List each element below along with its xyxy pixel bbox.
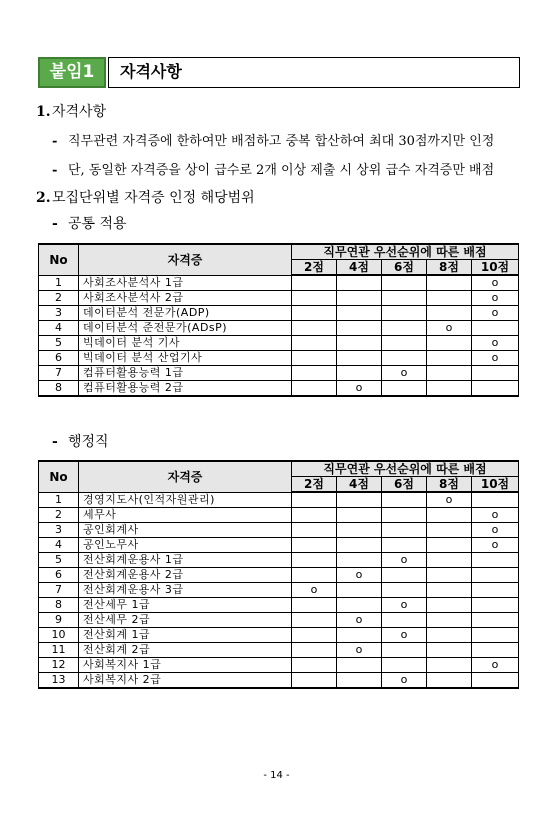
cert-name: 경영지도사(인적자원관리) [79, 492, 292, 508]
col-header-point: 10점 [472, 477, 519, 493]
subheading-text: 행정직 [68, 434, 109, 450]
list-marker: - [52, 216, 58, 232]
heading-2 [36, 187, 255, 207]
score-cell [427, 673, 472, 689]
score-cell: o [337, 381, 382, 397]
table-row [39, 613, 519, 628]
table-row [39, 598, 519, 613]
cert-name: 전산회계 1급 [79, 628, 292, 643]
score-cell [472, 643, 519, 658]
col-header-no: No [39, 244, 79, 275]
table-row [39, 381, 519, 397]
score-cell [337, 306, 382, 321]
score-cell [472, 492, 519, 508]
score-cell [292, 381, 337, 397]
col-header-cert: 자격증 [79, 244, 292, 275]
score-cell: o [472, 508, 519, 523]
score-cell: o [382, 366, 427, 381]
score-cell [427, 351, 472, 366]
score-cell [337, 366, 382, 381]
table-row [39, 538, 519, 553]
list-marker: - [52, 434, 58, 450]
score-cell [337, 553, 382, 568]
table-row [39, 291, 519, 306]
score-cell [472, 628, 519, 643]
score-cell [292, 508, 337, 523]
cert-name: 데이터분석 준전문가(ADsP) [79, 321, 292, 336]
score-cell [427, 275, 472, 291]
score-cell [427, 568, 472, 583]
score-cell [337, 658, 382, 673]
cert-name: 사회복지사 1급 [79, 658, 292, 673]
col-header-point: 4점 [337, 260, 382, 276]
col-header-point: 2점 [292, 260, 337, 276]
score-cell [427, 523, 472, 538]
score-cell: o [472, 306, 519, 321]
score-cell: o [427, 492, 472, 508]
col-header-group: 직무연관 우선순위에 따른 배점 [292, 461, 519, 477]
score-cell [427, 538, 472, 553]
score-cell [382, 381, 427, 397]
cert-name: 전산회계운용사 2급 [79, 568, 292, 583]
score-cell: o [472, 275, 519, 291]
row-number: 5 [39, 553, 79, 568]
score-cell [382, 568, 427, 583]
score-cell [337, 583, 382, 598]
cert-name: 사회조사분석사 2급 [79, 291, 292, 306]
rule-text: 직무관련 자격증에 한하여만 배점하고 중복 합산하여 최대 30점까지만 인정 [68, 134, 495, 149]
score-cell [292, 628, 337, 643]
score-cell: o [472, 351, 519, 366]
row-number: 2 [39, 291, 79, 306]
score-cell [292, 336, 337, 351]
score-cell [337, 291, 382, 306]
score-cell [472, 598, 519, 613]
row-number: 3 [39, 306, 79, 321]
table-row [39, 508, 519, 523]
score-cell: o [382, 673, 427, 689]
row-number: 7 [39, 366, 79, 381]
cert-name: 컴퓨터활용능력 2급 [79, 381, 292, 397]
row-number: 4 [39, 321, 79, 336]
table-row [39, 275, 519, 291]
cert-name: 전산세무 2급 [79, 613, 292, 628]
score-cell [337, 321, 382, 336]
table-row [39, 568, 519, 583]
score-cell [292, 553, 337, 568]
heading-text: 모집단위별 자격증 인정 해당범위 [52, 190, 255, 206]
score-cell [382, 508, 427, 523]
col-header-cert: 자격증 [79, 461, 292, 492]
cert-name: 사회복지사 2급 [79, 673, 292, 689]
score-cell [472, 366, 519, 381]
score-cell [382, 336, 427, 351]
cert-name: 데이터분석 전문가(ADP) [79, 306, 292, 321]
row-number: 8 [39, 598, 79, 613]
score-cell [427, 336, 472, 351]
row-number: 7 [39, 583, 79, 598]
score-cell: o [472, 523, 519, 538]
cert-name: 빅데이터 분석 기사 [79, 336, 292, 351]
score-cell [427, 306, 472, 321]
cert-name: 전산회계 2급 [79, 643, 292, 658]
score-cell [337, 598, 382, 613]
table-row [39, 492, 519, 508]
cert-name: 전산세무 1급 [79, 598, 292, 613]
attachment-badge: 붙임1 [38, 57, 106, 88]
score-cell [427, 658, 472, 673]
table-row [39, 366, 519, 381]
subheading-text: 공통 적용 [68, 216, 127, 232]
score-cell [382, 613, 427, 628]
score-cell [292, 351, 337, 366]
score-cell: o [382, 553, 427, 568]
score-cell [382, 583, 427, 598]
col-header-point: 4점 [337, 477, 382, 493]
rule-item-2 [52, 159, 494, 178]
score-cell [337, 673, 382, 689]
list-marker: 1. [36, 104, 51, 120]
score-cell: o [472, 538, 519, 553]
heading-1 [36, 101, 106, 121]
score-cell [427, 598, 472, 613]
score-cell: o [337, 568, 382, 583]
score-cell [427, 613, 472, 628]
score-cell [337, 538, 382, 553]
col-header-point: 10점 [472, 260, 519, 276]
score-cell [292, 643, 337, 658]
cert-name: 전산회계운용사 1급 [79, 553, 292, 568]
col-header-point: 8점 [427, 477, 472, 493]
score-cell [472, 673, 519, 689]
score-cell [472, 583, 519, 598]
score-cell: o [472, 658, 519, 673]
row-number: 12 [39, 658, 79, 673]
row-number: 10 [39, 628, 79, 643]
score-cell [292, 673, 337, 689]
score-cell [382, 523, 427, 538]
row-number: 5 [39, 336, 79, 351]
score-cell [382, 321, 427, 336]
table-row [39, 351, 519, 366]
section-title: 자격사항 [108, 57, 520, 88]
score-cell [292, 275, 337, 291]
score-cell [382, 492, 427, 508]
admin-cert-table [38, 460, 519, 689]
row-number: 4 [39, 538, 79, 553]
attachment-header [38, 57, 520, 88]
list-marker: - [52, 163, 58, 178]
col-header-point: 8점 [427, 260, 472, 276]
score-cell [337, 523, 382, 538]
score-cell [472, 613, 519, 628]
score-cell [382, 658, 427, 673]
table-row [39, 673, 519, 689]
table-row [39, 628, 519, 643]
score-cell [292, 568, 337, 583]
cert-name: 사회조사분석사 1급 [79, 275, 292, 291]
row-number: 11 [39, 643, 79, 658]
table-row [39, 643, 519, 658]
score-cell: o [382, 628, 427, 643]
score-cell: o [292, 583, 337, 598]
table-row [39, 321, 519, 336]
score-cell: o [337, 643, 382, 658]
score-cell [472, 381, 519, 397]
row-number: 2 [39, 508, 79, 523]
score-cell [292, 306, 337, 321]
table-row [39, 306, 519, 321]
score-cell [382, 291, 427, 306]
row-number: 6 [39, 351, 79, 366]
score-cell: o [382, 598, 427, 613]
rule-text: 단, 동일한 자격증을 상이 급수로 2개 이상 제출 시 상위 급수 자격증만 배점 [68, 163, 495, 178]
rule-item-1 [52, 130, 494, 149]
score-cell: o [472, 336, 519, 351]
score-cell [382, 275, 427, 291]
score-cell [427, 508, 472, 523]
cert-name: 세무사 [79, 508, 292, 523]
score-cell [382, 351, 427, 366]
score-cell [292, 598, 337, 613]
score-cell [472, 568, 519, 583]
score-cell [427, 553, 472, 568]
table-row [39, 583, 519, 598]
score-cell [427, 381, 472, 397]
col-header-point: 6점 [382, 260, 427, 276]
table-row [39, 523, 519, 538]
common-cert-table [38, 243, 519, 397]
row-number: 13 [39, 673, 79, 689]
cert-name: 컴퓨터활용능력 1급 [79, 366, 292, 381]
score-cell [292, 538, 337, 553]
score-cell [337, 628, 382, 643]
row-number: 3 [39, 523, 79, 538]
score-cell [382, 306, 427, 321]
list-marker: - [52, 134, 58, 149]
page-number: - 14 - [263, 770, 290, 781]
table-row [39, 336, 519, 351]
col-header-no: No [39, 461, 79, 492]
list-marker: 2. [36, 190, 51, 206]
col-header-point: 6점 [382, 477, 427, 493]
score-cell [337, 351, 382, 366]
row-number: 8 [39, 381, 79, 397]
score-cell [382, 643, 427, 658]
score-cell [382, 538, 427, 553]
score-cell [472, 553, 519, 568]
subheading-common [52, 213, 127, 233]
score-cell [292, 321, 337, 336]
subheading-admin [52, 431, 109, 451]
row-number: 9 [39, 613, 79, 628]
row-number: 1 [39, 492, 79, 508]
score-cell [292, 658, 337, 673]
score-cell [292, 366, 337, 381]
score-cell [337, 508, 382, 523]
score-cell [427, 291, 472, 306]
row-number: 6 [39, 568, 79, 583]
score-cell [292, 523, 337, 538]
score-cell: o [472, 291, 519, 306]
score-cell [292, 492, 337, 508]
score-cell [292, 613, 337, 628]
score-cell: o [337, 613, 382, 628]
table-row [39, 658, 519, 673]
score-cell [427, 583, 472, 598]
score-cell [427, 628, 472, 643]
col-header-group: 직무연관 우선순위에 따른 배점 [292, 244, 519, 260]
table-row [39, 553, 519, 568]
cert-name: 공인노무사 [79, 538, 292, 553]
score-cell [337, 492, 382, 508]
cert-name: 빅데이터 분석 산업기사 [79, 351, 292, 366]
row-number: 1 [39, 275, 79, 291]
score-cell [337, 336, 382, 351]
score-cell [427, 366, 472, 381]
score-cell: o [427, 321, 472, 336]
cert-name: 전산회계운용사 3급 [79, 583, 292, 598]
score-cell [292, 291, 337, 306]
heading-text: 자격사항 [52, 104, 107, 120]
col-header-point: 2점 [292, 477, 337, 493]
score-cell [337, 275, 382, 291]
score-cell [427, 643, 472, 658]
score-cell [472, 321, 519, 336]
cert-name: 공인회계사 [79, 523, 292, 538]
